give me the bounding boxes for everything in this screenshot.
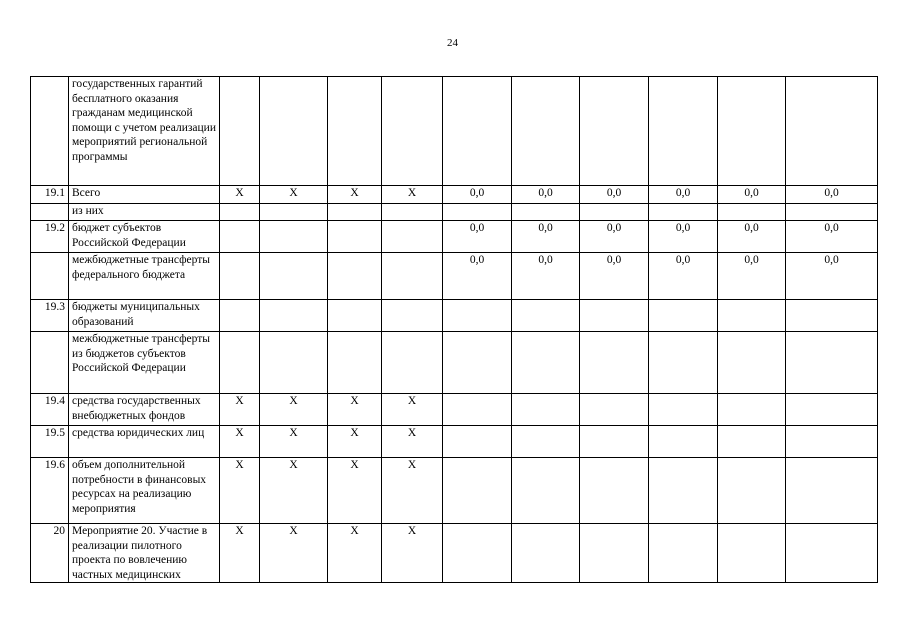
- table-cell: [443, 394, 512, 426]
- row-name: бюджеты муниципальных образований: [69, 300, 220, 332]
- table-cell: [580, 332, 649, 394]
- table-cell: [786, 426, 878, 458]
- table-cell: 0,0: [649, 221, 718, 253]
- table-cell: [512, 524, 580, 583]
- table-row: [31, 77, 878, 186]
- table-cell: [382, 221, 443, 253]
- table-cell: [580, 524, 649, 583]
- row-name: Мероприятие 20. Участие в реализации пилотного проекта по вовлечению частных медицинских: [69, 524, 220, 583]
- table-cell: Х: [328, 186, 382, 204]
- table-row: [31, 524, 878, 583]
- table-cell: [649, 204, 718, 221]
- table-cell: [580, 77, 649, 186]
- table-cell: [649, 426, 718, 458]
- table-cell: [580, 204, 649, 221]
- table-cell: [260, 253, 328, 300]
- table-cell: [512, 458, 580, 524]
- table-cell: [512, 204, 580, 221]
- table-cell: [718, 426, 786, 458]
- table-cell: 0,0: [649, 253, 718, 300]
- table-cell: [382, 204, 443, 221]
- table-cell: Х: [328, 394, 382, 426]
- table-cell: [328, 253, 382, 300]
- table-cell: [328, 77, 382, 186]
- table-cell: 0,0: [786, 253, 878, 300]
- table-cell: Х: [328, 458, 382, 524]
- row-name: государственных гарантий бесплатного оказания гражданам медицинской помощи с учетом реализации мероприятий региональной программы: [69, 77, 220, 186]
- table-row: [31, 426, 878, 458]
- table-cell: 0,0: [512, 253, 580, 300]
- table-cell: Х: [220, 426, 260, 458]
- table-cell: Х: [260, 394, 328, 426]
- row-name: объем дополнительной потребности в финансовых ресурсах на реализацию мероприятия: [69, 458, 220, 524]
- table-cell: [649, 524, 718, 583]
- table-cell: Х: [260, 458, 328, 524]
- table-row: [31, 186, 878, 204]
- program-table: [30, 76, 878, 583]
- row-name: Всего: [69, 186, 220, 204]
- table-cell: [580, 426, 649, 458]
- table-cell: 0,0: [512, 221, 580, 253]
- table-cell: [718, 77, 786, 186]
- row-name: бюджет субъектов Российской Федерации: [69, 221, 220, 253]
- table-cell: [443, 77, 512, 186]
- table-cell: [220, 221, 260, 253]
- table-cell: [786, 394, 878, 426]
- table-cell: Х: [382, 524, 443, 583]
- table-cell: 0,0: [786, 186, 878, 204]
- table-cell: Х: [328, 524, 382, 583]
- row-number: [31, 204, 69, 221]
- row-number: 19.5: [31, 426, 69, 458]
- row-name: межбюджетные трансферты федерального бюджета: [69, 253, 220, 300]
- table-cell: [580, 458, 649, 524]
- table-cell: [443, 426, 512, 458]
- table-cell: [382, 300, 443, 332]
- table-cell: Х: [260, 186, 328, 204]
- table-cell: Х: [382, 458, 443, 524]
- table-cell: [512, 394, 580, 426]
- row-name: средства юридических лиц: [69, 426, 220, 458]
- table-cell: Х: [260, 524, 328, 583]
- table-cell: 0,0: [512, 186, 580, 204]
- table-cell: [260, 221, 328, 253]
- row-number: 19.2: [31, 221, 69, 253]
- table-cell: [718, 332, 786, 394]
- row-number: 19.3: [31, 300, 69, 332]
- table-row: [31, 300, 878, 332]
- table-cell: [649, 458, 718, 524]
- table-cell: [718, 394, 786, 426]
- table-cell: Х: [382, 394, 443, 426]
- table-row: [31, 253, 878, 300]
- table-cell: [718, 458, 786, 524]
- table-cell: [443, 458, 512, 524]
- table-cell: 0,0: [718, 221, 786, 253]
- table-cell: [512, 77, 580, 186]
- row-name: средства государственных внебюджетных фондов: [69, 394, 220, 426]
- table-row: [31, 332, 878, 394]
- table-cell: [649, 332, 718, 394]
- row-number: 19.6: [31, 458, 69, 524]
- table-cell: 0,0: [580, 253, 649, 300]
- table-cell: [786, 458, 878, 524]
- row-name: из них: [69, 204, 220, 221]
- table-row: [31, 221, 878, 253]
- row-number: [31, 77, 69, 186]
- table-cell: [382, 77, 443, 186]
- table-cell: [512, 426, 580, 458]
- table-cell: 0,0: [649, 186, 718, 204]
- row-name: межбюджетные трансферты из бюджетов субъектов Российской Федерации: [69, 332, 220, 394]
- table-cell: Х: [220, 524, 260, 583]
- table-cell: [718, 204, 786, 221]
- table-cell: [328, 204, 382, 221]
- table-cell: [328, 221, 382, 253]
- table-cell: Х: [220, 458, 260, 524]
- table-cell: [328, 300, 382, 332]
- table-cell: 0,0: [443, 221, 512, 253]
- table-cell: 0,0: [718, 253, 786, 300]
- table-cell: [220, 204, 260, 221]
- table-row: [31, 394, 878, 426]
- table-cell: [328, 332, 382, 394]
- table-cell: [220, 77, 260, 186]
- page-number: 24: [447, 37, 458, 49]
- row-number: [31, 332, 69, 394]
- table-cell: [786, 300, 878, 332]
- row-number: [31, 253, 69, 300]
- table-cell: [786, 77, 878, 186]
- table-cell: [260, 300, 328, 332]
- table-cell: 0,0: [443, 253, 512, 300]
- table-cell: [718, 300, 786, 332]
- table-cell: Х: [260, 426, 328, 458]
- table-cell: Х: [328, 426, 382, 458]
- table-cell: 0,0: [786, 221, 878, 253]
- table-cell: [580, 394, 649, 426]
- table-cell: 0,0: [580, 186, 649, 204]
- table-cell: [649, 300, 718, 332]
- table-cell: [260, 77, 328, 186]
- table-cell: Х: [220, 394, 260, 426]
- row-number: 19.1: [31, 186, 69, 204]
- table-cell: [580, 300, 649, 332]
- table-cell: 0,0: [443, 186, 512, 204]
- table-cell: [786, 204, 878, 221]
- table-cell: [382, 253, 443, 300]
- table-cell: [443, 524, 512, 583]
- row-number: 20: [31, 524, 69, 583]
- table-cell: 0,0: [718, 186, 786, 204]
- table-cell: [220, 332, 260, 394]
- table-cell: [786, 332, 878, 394]
- table-cell: [260, 332, 328, 394]
- table-row: [31, 458, 878, 524]
- table-cell: [443, 300, 512, 332]
- row-number: 19.4: [31, 394, 69, 426]
- table-cell: Х: [382, 186, 443, 204]
- table-cell: [443, 204, 512, 221]
- table-cell: [649, 77, 718, 186]
- table-cell: 0,0: [580, 221, 649, 253]
- table-cell: [512, 300, 580, 332]
- table-cell: [220, 300, 260, 332]
- table-cell: Х: [220, 186, 260, 204]
- table-cell: Х: [382, 426, 443, 458]
- table-cell: [649, 394, 718, 426]
- table-cell: [512, 332, 580, 394]
- table-cell: [443, 332, 512, 394]
- table-cell: [382, 332, 443, 394]
- table-cell: [220, 253, 260, 300]
- table-row: [31, 204, 878, 221]
- table-cell: [260, 204, 328, 221]
- table-cell: [718, 524, 786, 583]
- table-cell: [786, 524, 878, 583]
